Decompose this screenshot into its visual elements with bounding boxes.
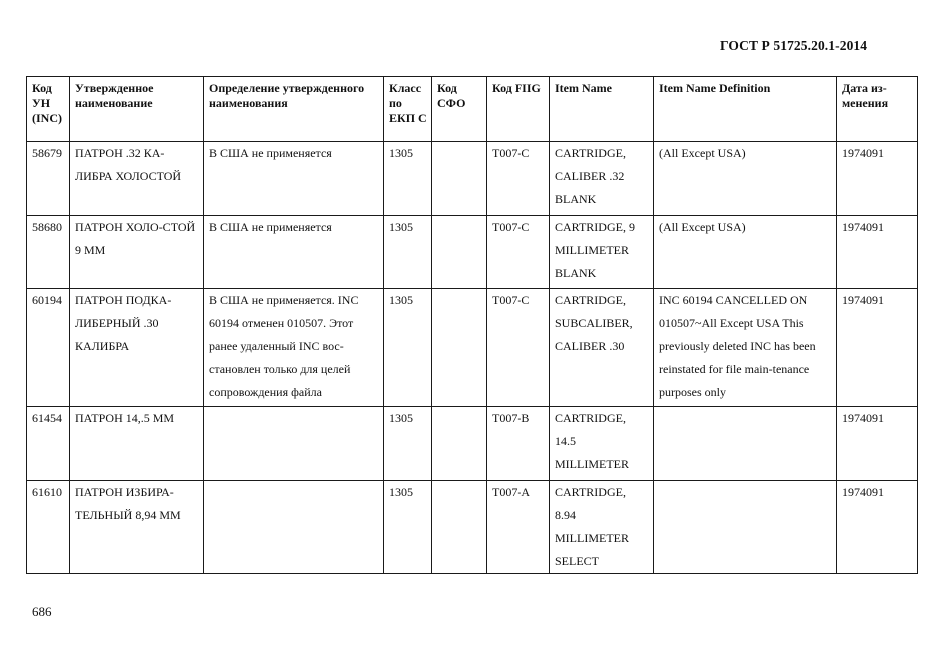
table-row [27,481,918,574]
cell-item-name: CARTRIDGE, 8.94 MILLIMETER SELECT [550,481,654,574]
header-class: Класс по ЕКП С [384,77,432,142]
cell-item-definition: (All Except USA) [654,142,837,216]
cell-date: 1974091 [837,142,918,216]
cell-date: 1974091 [837,289,918,407]
cell-definition: В США не применяется. INC 60194 отменен 010507. Этот ранее удаленный INC вос-становлен только для целей сопровождения файла [204,289,384,407]
header-item-name: Item Name [550,77,654,142]
cell-sfo [432,216,487,289]
cell-name: ПАТРОН ПОДКА-ЛИБЕРНЫЙ .30 КАЛИБРА [70,289,204,407]
cell-sfo [432,142,487,216]
cell-name: ПАТРОН ХОЛО-СТОЙ 9 ММ [70,216,204,289]
cell-sfo [432,407,487,481]
header-name-definition: Определение утвержденного наименования [204,77,384,142]
cell-item-definition [654,407,837,481]
cell-date: 1974091 [837,216,918,289]
cell-item-definition: INC 60194 CANCELLED ON 010507~All Except USA This previously deleted INC has been reinstated for file main-tenance purposes only [654,289,837,407]
cell-inc: 61454 [27,407,70,481]
cell-fiig: T007-A [487,481,550,574]
cell-class: 1305 [384,407,432,481]
header-sfo-code: Код СФО [432,77,487,142]
table-row [27,407,918,481]
cell-date: 1974091 [837,481,918,574]
item-catalog-table [26,76,918,574]
cell-item-name: CARTRIDGE, 14.5 MILLIMETER [550,407,654,481]
cell-inc: 61610 [27,481,70,574]
cell-fiig: T007-C [487,289,550,407]
cell-name: ПАТРОН 14,.5 ММ [70,407,204,481]
cell-definition [204,407,384,481]
cell-item-name: CARTRIDGE, 9 MILLIMETER BLANK [550,216,654,289]
cell-fiig: T007-C [487,216,550,289]
cell-class: 1305 [384,216,432,289]
cell-definition [204,481,384,574]
cell-item-name: CARTRIDGE, CALIBER .32 BLANK [550,142,654,216]
cell-sfo [432,289,487,407]
cell-item-definition [654,481,837,574]
cell-definition: В США не применяется [204,216,384,289]
header-inc-code: Код УН (INC) [27,77,70,142]
cell-name: ПАТРОН ИЗБИРА-ТЕЛЬНЫЙ 8,94 ММ [70,481,204,574]
table-row [27,142,918,216]
header-item-name-definition: Item Name Definition [654,77,837,142]
header-change-date: Дата из-менения [837,77,918,142]
cell-sfo [432,481,487,574]
cell-fiig: T007-B [487,407,550,481]
table-row [27,289,918,407]
cell-class: 1305 [384,481,432,574]
cell-inc: 58679 [27,142,70,216]
cell-name: ПАТРОН .32 КА-ЛИБРА ХОЛОСТОЙ [70,142,204,216]
cell-fiig: T007-C [487,142,550,216]
table-row [27,216,918,289]
header-approved-name: Утвержденное наименование [70,77,204,142]
cell-class: 1305 [384,142,432,216]
page-number: 686 [32,604,52,619]
cell-item-definition: (All Except USA) [654,216,837,289]
cell-definition: В США не применяется [204,142,384,216]
cell-item-name: CARTRIDGE, SUBCALIBER, CALIBER .30 [550,289,654,407]
header-fiig-code: Код FIIG [487,77,550,142]
cell-inc: 58680 [27,216,70,289]
cell-date: 1974091 [837,407,918,481]
document-code: ГОСТ Р 51725.20.1-2014 [720,38,868,53]
cell-class: 1305 [384,289,432,407]
table-header-row [27,77,918,142]
cell-inc: 60194 [27,289,70,407]
